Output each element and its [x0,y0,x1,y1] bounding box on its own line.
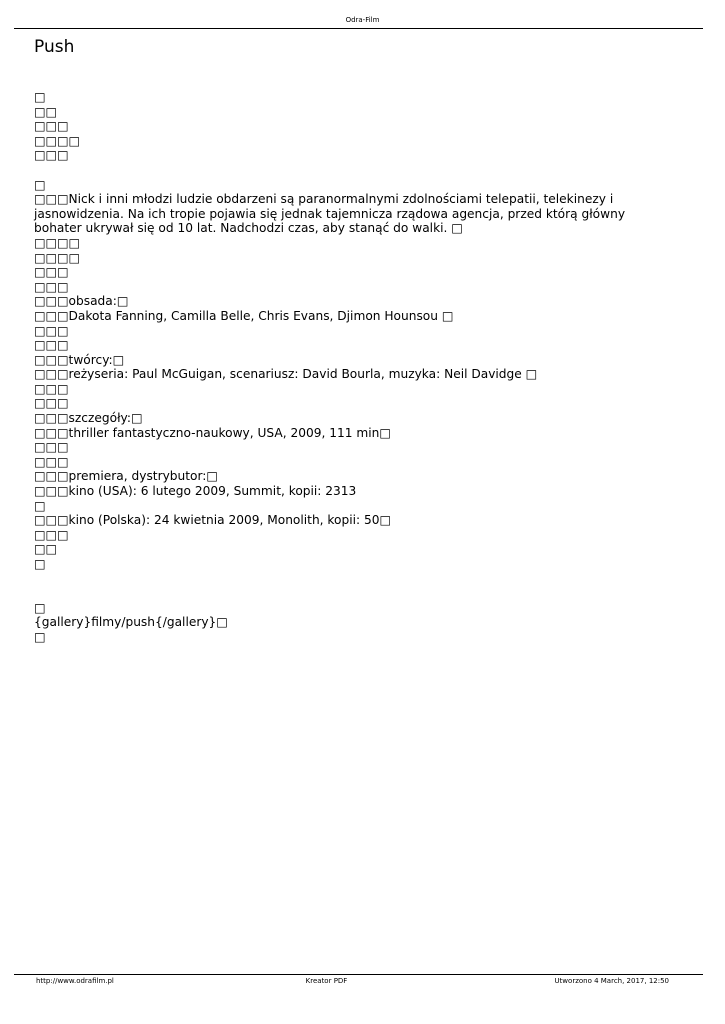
text-line: □□□ [34,440,69,455]
page-title: Push [34,37,75,57]
text-line: □□□□ [34,250,81,265]
details-label: □□□szczegóły:□ [34,411,143,426]
text-line: □□□ [34,527,69,542]
blank-line [34,586,674,601]
text-line: □□□□ [34,235,81,250]
cast-value: □□□Dakota Fanning, Camilla Belle, Chris Evans, Djimon Hounsou □ [34,308,454,323]
article-body [34,90,674,645]
premiere-usa: □□□kino (USA): 6 lutego 2009, Summit, kopii: 2313 [34,484,357,499]
header-divider [14,28,703,29]
cast-label: □□□obsada:□ [34,294,129,309]
header-site-name: Odra-Film [345,16,380,24]
footer-generator: Kreator PDF [305,977,348,985]
text-line: □□□ [34,119,69,134]
text-line: □□ [34,104,58,119]
text-line: □□□ [34,454,69,469]
text-line: □□□□ [34,133,81,148]
text-line: □□□ [34,396,69,411]
footer-url: http://www.odrafilm.pl [36,977,114,985]
details-value: □□□thriller fantastyczno-naukowy, USA, 2009, 111 min□ [34,425,391,440]
text-line: □□□ [34,338,69,353]
text-line: □ [34,177,46,192]
text-line: □□□ [34,323,69,338]
crew-value: □□□reżyseria: Paul McGuigan, scenariusz: David Bourla, muzyka: Neil Davidge □ [34,367,538,382]
text-line: □□□ [34,279,69,294]
crew-label: □□□twórcy:□ [34,352,125,367]
text-line: □ [34,600,46,615]
blank-line [34,572,674,587]
text-line: □□□ [34,265,69,280]
text-line: □ [34,629,46,644]
text-line: □ [34,557,46,571]
text-line: □□ [34,542,58,557]
text-line: □ [34,90,46,104]
gallery-tag: {gallery}filmy/push{/gallery}□ [34,615,228,630]
synopsis-paragraph: □□□Nick i inni młodzi ludzie obdarzeni są paranormalnymi zdolnościami telepatii, telekinezy i jasnowidzenia. Na ich tropie pojawia się jednak tajemnicza rządowa agencja, przed którą główny bohater ukrywał się od 10 lat. Nadchodzi czas, aby stanąć do walki. □ [34,192,626,236]
premiere-poland: □□□kino (Polska): 24 kwietnia 2009, Monolith, kopii: 50□ [34,513,392,528]
text-line: □ [34,498,46,513]
text-line: □□□ [34,381,69,396]
footer-divider [14,974,703,975]
footer-created-date: Utworzono 4 March, 2017, 12:50 [554,977,669,985]
blank-line [34,163,674,178]
text-line: □□□ [34,148,69,163]
premiere-label: □□□premiera, dystrybutor:□ [34,469,218,484]
